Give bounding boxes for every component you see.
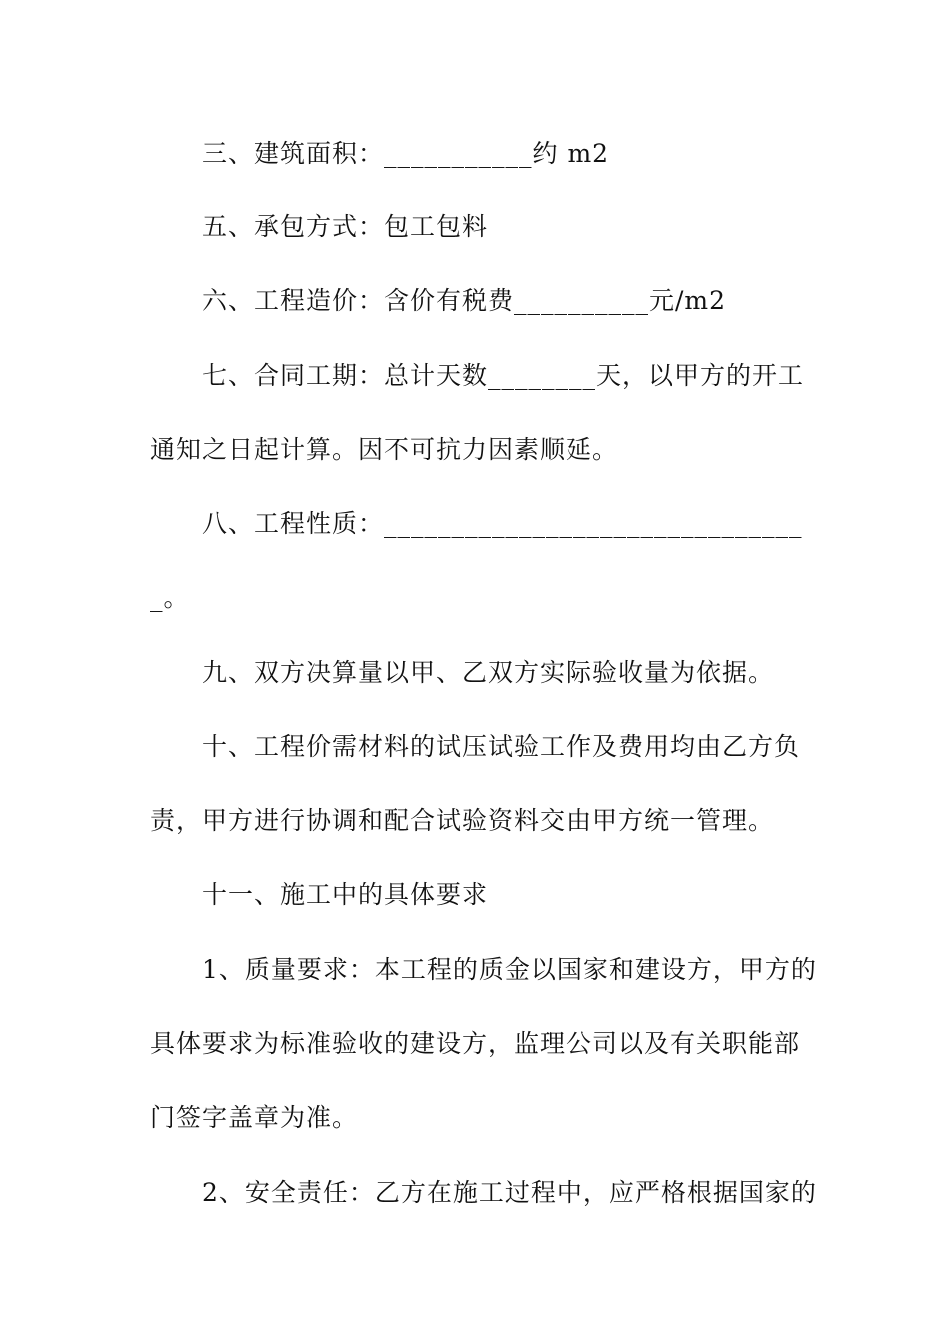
requirement-quality-cont-1: 具体要求为标准验收的建设方，监理公司以及有关职能部 <box>150 1029 801 1058</box>
clause-testing: 十、工程价需材料的试压试验工作及费用均由乙方负 <box>202 732 801 761</box>
clause-testing-cont: 责，甲方进行协调和配合试验资料交由甲方统一管理。 <box>150 806 775 835</box>
clause-project-cost: 六、工程造价：含价有税费__________元/m2 <box>202 286 727 315</box>
clause-contract-period-cont: 通知之日起计算。因不可抗力因素顺延。 <box>150 435 619 464</box>
requirement-quality: 1、质量要求：本工程的质金以国家和建设方，甲方的 <box>202 955 817 984</box>
requirement-safety: 2、安全责任：乙方在施工过程中，应严格根据国家的 <box>202 1178 817 1207</box>
clause-building-area: 三、建筑面积：___________约 m2 <box>202 139 610 168</box>
clause-settlement: 九、双方决算量以甲、乙双方实际验收量为依据。 <box>202 658 775 687</box>
clause-project-nature-cont: _。 <box>150 583 190 612</box>
clause-contract-method: 五、承包方式：包工包料 <box>202 212 489 241</box>
clause-project-nature: 八、工程性质：_______________________________ <box>202 509 803 538</box>
requirement-quality-cont-2: 门签字盖章为准。 <box>150 1103 359 1132</box>
clause-contract-period: 七、合同工期：总计天数________天，以甲方的开工 <box>202 361 805 390</box>
section-requirements-heading: 十一、施工中的具体要求 <box>202 880 489 909</box>
